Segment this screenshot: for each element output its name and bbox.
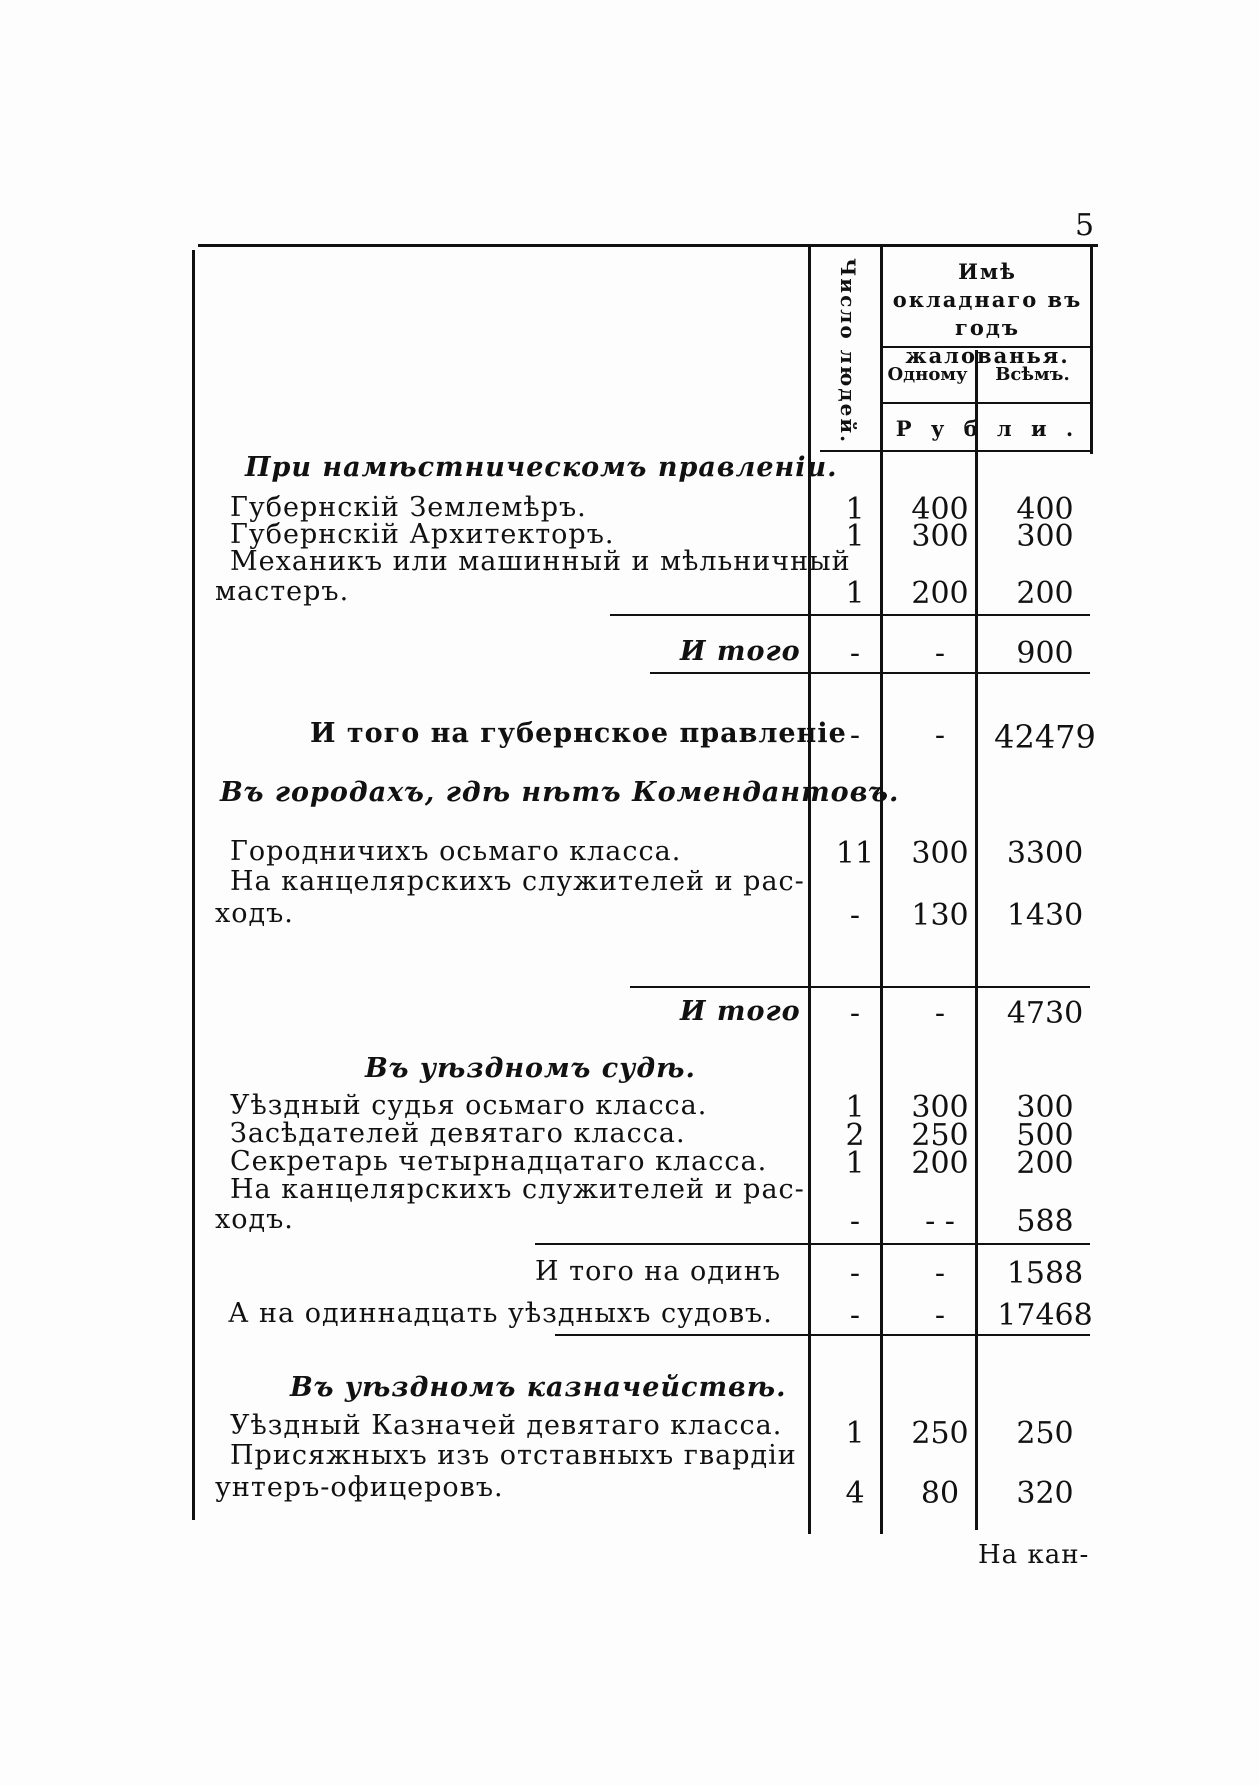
section-title: Въ уѣздномъ судѣ. <box>365 1053 696 1084</box>
subtotal-rule <box>630 986 1090 988</box>
row-label: Присяжныхъ изъ отставныхъ гвардiи <box>230 1440 797 1471</box>
people-cell: - <box>849 718 861 753</box>
one-cell: 200 <box>911 1146 969 1181</box>
row-label: А на одиннадцать уѣздныхъ судовъ. <box>228 1298 773 1329</box>
col-divider-1 <box>808 244 811 1534</box>
all-cell: 200 <box>1016 576 1074 611</box>
all-cell: 300 <box>1016 519 1074 554</box>
all-cell: 1430 <box>1006 898 1084 933</box>
row-label: Губернскiй Землемѣръ. <box>230 492 587 523</box>
row-label: Секретарь четырнадцатаго класса. <box>230 1146 768 1177</box>
section-title: При намѣстническомъ правленiи. <box>245 452 838 483</box>
all-cell: 300 <box>1016 1090 1074 1125</box>
subtotal-rule <box>610 614 1090 616</box>
section-title: Въ уѣздномъ казначействѣ. <box>290 1372 787 1403</box>
row-label: На канцелярскихъ служителей и рас- <box>230 1174 805 1205</box>
catchword: На кан- <box>978 1540 1090 1570</box>
people-cell: 1 <box>845 1090 865 1125</box>
row-label: Засѣдателей девятаго класса. <box>230 1118 686 1149</box>
subtotal-label: И того <box>680 996 801 1027</box>
one-cell: - <box>934 1256 946 1291</box>
subtotal-label: И того <box>680 636 801 667</box>
people-column-header: Число людей. <box>836 258 860 445</box>
grand-total-label: И того на губернское правленiе <box>310 718 847 749</box>
top-rule <box>198 244 1098 247</box>
all-cell: 400 <box>1016 492 1074 527</box>
all-cell: 4730 <box>1006 996 1084 1031</box>
one-cell: 300 <box>911 1090 969 1125</box>
row-label: Губернскiй Архитекторъ. <box>230 519 615 550</box>
col-divider-2 <box>880 244 883 1534</box>
all-cell: 588 <box>1016 1204 1074 1239</box>
all-cell: 500 <box>1016 1118 1074 1153</box>
total-rule <box>555 1334 1090 1336</box>
left-bracket <box>192 250 195 1520</box>
one-cell: 200 <box>911 576 969 611</box>
per-person-header: Одному <box>887 364 968 385</box>
salary-column-header: Имѣ окладнаго въ годъ жалованья. <box>892 259 1083 368</box>
subtotal-label: И того на одинъ <box>535 1256 782 1287</box>
header-rule-3 <box>820 450 1090 452</box>
subtotal-rule <box>535 1243 1090 1245</box>
all-cell: 320 <box>1016 1476 1074 1511</box>
people-cell: - <box>849 636 861 671</box>
all-cell: 17468 <box>997 1298 1093 1333</box>
header-rule-2 <box>880 402 1090 404</box>
row-label: Уѣздный Казначей девятаго класса. <box>230 1410 783 1441</box>
people-cell: 2 <box>845 1118 865 1153</box>
one-cell: - <box>934 1298 946 1333</box>
one-cell: 130 <box>911 898 969 933</box>
col-divider-right <box>1090 244 1093 454</box>
all-cell: 42479 <box>994 718 1096 756</box>
people-cell: - <box>849 1204 861 1239</box>
all-cell: 3300 <box>1006 836 1084 871</box>
people-cell: - <box>849 1256 861 1291</box>
all-cell: 250 <box>1016 1416 1074 1451</box>
total-rule <box>650 672 1090 674</box>
row-label-cont: ходъ. <box>215 898 294 929</box>
row-label: Городничихъ осьмаго класса. <box>230 836 682 867</box>
people-cell: 1 <box>845 576 865 611</box>
row-label: На канцелярскихъ служителей и рас- <box>230 866 805 897</box>
people-cell: 1 <box>845 1146 865 1181</box>
all-cell: 1588 <box>1006 1256 1084 1291</box>
one-cell: - - <box>925 1204 955 1239</box>
page-number: 5 <box>1075 208 1096 243</box>
total-header: Всѣмъ. <box>995 364 1070 385</box>
currency-header: Р у б л и . <box>895 416 1080 441</box>
one-cell: - <box>934 996 946 1031</box>
row-label: Механикъ или машинный и мѣльничный <box>230 546 851 577</box>
one-cell: 400 <box>911 492 969 527</box>
row-label-cont: унтеръ-офицеровъ. <box>215 1472 504 1503</box>
row-label-cont: мастеръ. <box>215 576 350 607</box>
one-cell: 300 <box>911 519 969 554</box>
all-cell: 900 <box>1016 636 1074 671</box>
one-cell: - <box>934 636 946 671</box>
all-cell: 200 <box>1016 1146 1074 1181</box>
people-cell: 11 <box>835 836 875 871</box>
people-cell: 1 <box>845 492 865 527</box>
people-cell: - <box>849 996 861 1031</box>
one-cell: 80 <box>920 1476 960 1511</box>
people-cell: - <box>849 898 861 933</box>
people-cell: - <box>849 1298 861 1333</box>
one-cell: - <box>934 718 946 753</box>
one-cell: 250 <box>911 1416 969 1451</box>
people-cell: 1 <box>845 1416 865 1451</box>
row-label-cont: ходъ. <box>215 1204 294 1235</box>
people-cell: 4 <box>845 1476 865 1511</box>
people-cell: 1 <box>845 519 865 554</box>
section-title: Въ городахъ, гдѣ нѣтъ Комендантовъ. <box>220 777 900 808</box>
one-cell: 250 <box>911 1118 969 1153</box>
one-cell: 300 <box>911 836 969 871</box>
row-label: Уѣздный судья осьмаго класса. <box>230 1090 708 1121</box>
